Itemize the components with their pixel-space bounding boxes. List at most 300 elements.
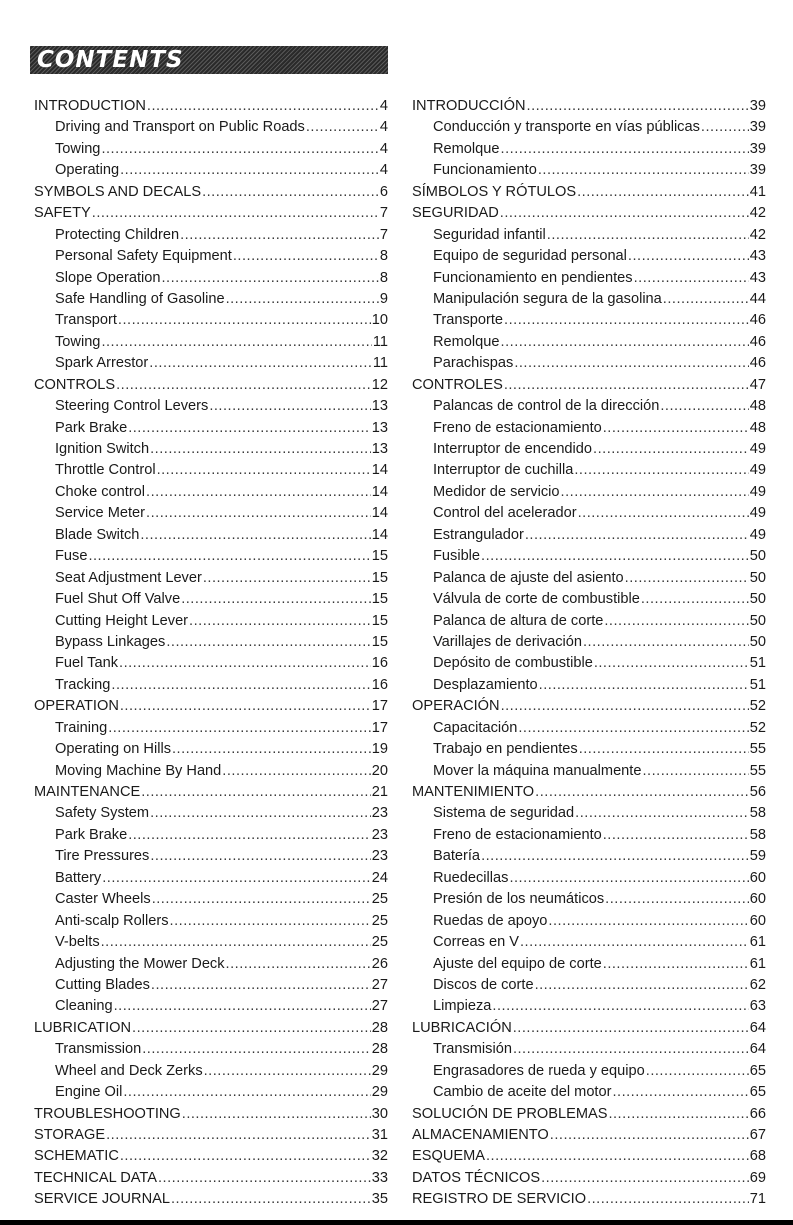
toc-subentry[interactable] (412, 975, 766, 996)
toc-entry-label: Transport (55, 312, 117, 329)
toc-entry-label: Limpieza (433, 998, 492, 1015)
toc-page-number: 48 (749, 398, 766, 415)
toc-subentry[interactable] (34, 911, 388, 932)
toc-page-number: 26 (371, 955, 388, 972)
toc-entry-label: Interruptor de encendido (433, 441, 593, 457)
toc-entry-label: Tire Pressures (55, 848, 150, 865)
toc-entry-label: Transporte (433, 312, 504, 329)
dot-leader (660, 396, 748, 417)
toc-subentry[interactable] (412, 954, 766, 975)
toc-subentry[interactable] (34, 1061, 388, 1082)
dot-leader (578, 503, 749, 524)
dot-leader (481, 546, 749, 567)
toc-section-entry[interactable] (412, 375, 766, 396)
toc-page-number: 28 (371, 1041, 388, 1058)
dot-leader (92, 203, 379, 224)
toc-subentry[interactable] (34, 353, 388, 374)
dot-leader (123, 1082, 370, 1103)
toc-page-number: 43 (749, 248, 766, 265)
toc-entry-label: OPERACIÓN (412, 698, 500, 715)
toc-page-number: 23 (371, 805, 388, 822)
toc-page-number: 4 (379, 162, 388, 179)
toc-section-entry[interactable] (34, 203, 388, 224)
toc-entry-label: Remolque (433, 333, 500, 350)
toc-page-number: 35 (371, 1191, 388, 1208)
dot-leader (538, 160, 749, 181)
toc-subentry[interactable] (412, 418, 766, 439)
toc-section-entry[interactable] (412, 1104, 766, 1125)
toc-page-number: 13 (371, 398, 388, 415)
dot-leader (535, 975, 749, 996)
toc-subentry[interactable] (412, 868, 766, 889)
toc-subentry[interactable] (412, 718, 766, 739)
toc-entry-label: Freno de estacionamiento (433, 419, 602, 436)
toc-page-number: 46 (749, 333, 766, 350)
dot-leader (603, 418, 749, 439)
toc-subentry[interactable] (412, 1082, 766, 1103)
toc-subentry[interactable] (34, 546, 388, 567)
toc-subentry[interactable] (412, 846, 766, 867)
dot-leader (593, 439, 749, 460)
toc-section-entry[interactable] (34, 1018, 388, 1039)
toc-subentry[interactable] (412, 803, 766, 824)
toc-page-number: 24 (371, 869, 388, 886)
toc-page-number: 17 (371, 719, 388, 736)
toc-page-number: 39 (749, 162, 766, 179)
toc-page-number: 48 (749, 419, 766, 436)
toc-entry-label: ALMACENAMIENTO (412, 1127, 549, 1143)
dot-leader (520, 932, 749, 953)
toc-subentry[interactable] (34, 418, 388, 439)
dot-leader (233, 246, 379, 267)
toc-subentry[interactable] (34, 632, 388, 653)
toc-page-number: 8 (379, 248, 388, 265)
dot-leader (157, 460, 371, 481)
toc-section-entry[interactable] (412, 1146, 766, 1167)
toc-subentry[interactable] (34, 954, 388, 975)
dot-leader (603, 825, 749, 846)
toc-section-entry[interactable] (412, 696, 766, 717)
toc-subentry[interactable] (412, 825, 766, 846)
toc-page-number: 60 (749, 912, 766, 929)
dot-leader (120, 696, 371, 717)
dot-leader (141, 782, 371, 803)
toc-subentry[interactable] (412, 268, 766, 289)
toc-entry-label: Medidor de servicio (433, 483, 560, 500)
toc-page-number: 31 (371, 1127, 388, 1143)
dot-leader (612, 1082, 748, 1103)
contents-banner (30, 46, 388, 74)
toc-subentry[interactable] (34, 396, 388, 417)
toc-entry-label: Safety System (55, 805, 150, 822)
dot-leader (701, 117, 749, 138)
toc-subentry[interactable] (412, 310, 766, 331)
dot-leader (170, 911, 371, 932)
dot-leader (119, 653, 371, 674)
dot-leader (88, 546, 370, 567)
toc-entry-label: Transmission (55, 1041, 142, 1058)
toc-page-number: 50 (749, 612, 766, 629)
toc-subentry[interactable] (34, 268, 388, 289)
toc-entry-label: Towing (55, 333, 101, 350)
toc-subentry[interactable] (412, 996, 766, 1017)
toc-page-number: 6 (379, 183, 388, 200)
toc-page-number: 60 (749, 869, 766, 886)
toc-entry-label: Operating (55, 162, 120, 179)
toc-page-number: 46 (749, 355, 766, 372)
toc-page-number: 49 (749, 441, 766, 457)
toc-subentry[interactable] (412, 117, 766, 138)
toc-section-entry[interactable] (412, 96, 766, 117)
toc-entry-label: LUBRICATION (34, 1019, 132, 1036)
dot-leader (625, 568, 749, 589)
toc-subentry[interactable] (412, 503, 766, 524)
toc-entry-label: Spark Arrestor (55, 355, 149, 372)
dot-leader (147, 96, 379, 117)
toc-subentry[interactable] (34, 482, 388, 503)
toc-section-entry[interactable] (412, 1125, 766, 1146)
toc-subentry[interactable] (412, 889, 766, 910)
toc-entry-label: TECHNICAL DATA (34, 1169, 157, 1186)
dot-leader (550, 1125, 749, 1146)
toc-page-number: 63 (749, 998, 766, 1015)
toc-page-number: 50 (749, 548, 766, 565)
toc-subentry[interactable] (34, 225, 388, 246)
toc-entry-label: Interruptor de cuchilla (433, 462, 574, 479)
dot-leader (128, 825, 371, 846)
dot-leader (513, 1018, 749, 1039)
toc-subentry[interactable] (34, 439, 388, 460)
toc-entry-label: SYMBOLS AND DECALS (34, 183, 202, 200)
toc-page-number: 58 (749, 826, 766, 843)
toc-subentry[interactable] (412, 546, 766, 567)
toc-entry-label: SEGURIDAD (412, 205, 499, 222)
toc-subentry[interactable] (34, 525, 388, 546)
toc-subentry[interactable] (34, 653, 388, 674)
toc-entry-label: Discos de corte (433, 976, 534, 993)
dot-leader (594, 653, 749, 674)
toc-page-number: 60 (749, 891, 766, 908)
toc-section-entry[interactable] (34, 182, 388, 203)
toc-page-number: 50 (749, 569, 766, 586)
dot-leader (547, 225, 749, 246)
toc-page-number: 11 (372, 355, 388, 372)
toc-subentry[interactable] (34, 975, 388, 996)
dot-leader (172, 739, 371, 760)
toc-subentry[interactable] (412, 653, 766, 674)
toc-subentry[interactable] (412, 1039, 766, 1060)
toc-page-number: 32 (371, 1148, 388, 1165)
toc-page-number: 62 (749, 976, 766, 993)
toc-page-number: 65 (749, 1062, 766, 1079)
toc-entry-label: Battery (55, 869, 102, 886)
toc-page-number: 55 (749, 741, 766, 758)
toc-subentry[interactable] (34, 568, 388, 589)
dot-leader (152, 889, 371, 910)
dot-leader (108, 718, 371, 739)
toc-subentry[interactable] (412, 739, 766, 760)
dot-leader (641, 589, 749, 610)
toc-section-entry[interactable] (34, 1146, 388, 1167)
toc-subentry[interactable] (34, 310, 388, 331)
dot-leader (518, 718, 748, 739)
toc-entry-label: Depósito de combustible (433, 655, 593, 672)
toc-entry-label: SÍMBOLOS Y RÓTULOS (412, 183, 577, 200)
dot-leader (180, 225, 379, 246)
toc-page-number: 4 (379, 140, 388, 157)
toc-entry-label: MAINTENANCE (34, 784, 141, 800)
toc-subentry[interactable] (34, 932, 388, 953)
toc-section-entry[interactable] (34, 375, 388, 396)
dot-leader (222, 761, 370, 782)
toc-subentry[interactable] (34, 589, 388, 610)
toc-subentry[interactable] (34, 1082, 388, 1103)
toc-page-number: 10 (371, 312, 388, 329)
dot-leader (486, 1146, 749, 1167)
toc-subentry[interactable] (412, 332, 766, 353)
toc-entry-label: Varillajes de derivación (433, 633, 582, 650)
dot-leader (151, 975, 371, 996)
dot-leader (102, 868, 371, 889)
toc-subentry[interactable] (34, 996, 388, 1017)
toc-subentry[interactable] (34, 675, 388, 696)
toc-page-number: 25 (371, 891, 388, 908)
toc-entry-label: LUBRICACIÓN (412, 1019, 512, 1036)
toc-subentry[interactable] (34, 117, 388, 138)
toc-entry-label: Estrangulador (433, 526, 524, 543)
toc-section-entry[interactable] (34, 1104, 388, 1125)
toc-subentry[interactable] (34, 160, 388, 181)
dot-leader (527, 96, 749, 117)
dot-leader (539, 675, 749, 696)
toc-page-number: 33 (371, 1169, 388, 1186)
dot-leader (149, 353, 372, 374)
toc-page-number: 15 (371, 569, 388, 586)
dot-leader (209, 396, 370, 417)
toc-page-number: 51 (749, 655, 766, 672)
toc-entry-label: Conducción y transporte en vías públicas (433, 119, 700, 136)
toc-entry-label: Operating on Hills (55, 741, 171, 758)
toc-entry-label: Sistema de seguridad (433, 805, 575, 822)
toc-page-number: 42 (749, 205, 766, 222)
toc-subentry[interactable] (412, 396, 766, 417)
dot-leader (182, 1104, 371, 1125)
toc-entry-label: OPERATION (34, 698, 119, 715)
toc-entry-label: DATOS TÉCNICOS (412, 1169, 541, 1186)
toc-entry-label: Cleaning (55, 998, 113, 1015)
toc-entry-label: Trabajo en pendientes (433, 741, 578, 758)
dot-leader (166, 632, 370, 653)
toc-page-number: 15 (371, 591, 388, 608)
toc-entry-label: Towing (55, 140, 101, 157)
toc-page-number: 42 (749, 226, 766, 243)
toc-page-number: 49 (749, 505, 766, 522)
toc-subentry[interactable] (412, 225, 766, 246)
dot-leader (541, 1168, 749, 1189)
dot-leader (106, 1125, 371, 1146)
dot-leader (181, 589, 371, 610)
toc-entry-label: MANTENIMIENTO (412, 784, 535, 800)
toc-section-entry[interactable] (412, 782, 766, 803)
toc-subentry[interactable] (412, 139, 766, 160)
toc-page-number: 39 (749, 98, 766, 114)
toc-entry-label: Mover la máquina manualmente (433, 762, 642, 779)
toc-subentry[interactable] (34, 889, 388, 910)
toc-entry-label: STORAGE (34, 1127, 106, 1143)
toc-page-number: 59 (749, 848, 766, 865)
toc-page-number: 16 (371, 676, 388, 693)
toc-entry-label: Parachispas (433, 355, 514, 372)
dot-leader (132, 1018, 371, 1039)
toc-section-entry[interactable] (34, 1125, 388, 1146)
toc-subentry[interactable] (34, 718, 388, 739)
toc-subentry[interactable] (34, 1039, 388, 1060)
dot-leader (306, 117, 379, 138)
toc-entry-label: Fuel Tank (55, 655, 119, 672)
toc-section-entry[interactable] (34, 782, 388, 803)
toc-entry-label: Ajuste del equipo de corte (433, 955, 602, 972)
toc-section-entry[interactable] (412, 203, 766, 224)
toc-page-number: 15 (371, 633, 388, 650)
toc-page-number: 11 (372, 333, 388, 350)
toc-entry-label: Engrasadores de rueda y equipo (433, 1062, 645, 1079)
toc-page-number: 15 (371, 612, 388, 629)
toc-subentry[interactable] (34, 825, 388, 846)
toc-entry-label: Service Meter (55, 505, 146, 522)
toc-page-number: 49 (749, 526, 766, 543)
toc-subentry[interactable] (34, 739, 388, 760)
toc-page-number: 12 (371, 376, 388, 393)
toc-entry-label: Batería (433, 848, 481, 865)
toc-entry-label: Wheel and Deck Zerks (55, 1062, 203, 1079)
toc-entry-label: Palanca de altura de corte (433, 612, 604, 629)
toc-entry-label: Anti-scalp Rollers (55, 912, 169, 929)
toc-subentry[interactable] (412, 675, 766, 696)
toc-subentry[interactable] (34, 868, 388, 889)
toc-page-number: 23 (371, 826, 388, 843)
toc-page-number: 27 (371, 976, 388, 993)
toc-subentry[interactable] (412, 932, 766, 953)
toc-section-entry[interactable] (34, 1168, 388, 1189)
toc-section-entry[interactable] (34, 96, 388, 117)
toc-page-number: 14 (371, 526, 388, 543)
toc-subentry[interactable] (412, 589, 766, 610)
toc-subentry[interactable] (412, 160, 766, 181)
toc-subentry[interactable] (34, 289, 388, 310)
toc-section-entry[interactable] (34, 1189, 388, 1210)
dot-leader (525, 525, 749, 546)
toc-entry-label: Fuel Shut Off Valve (55, 591, 181, 608)
toc-subentry[interactable] (412, 568, 766, 589)
toc-entry-label: Bypass Linkages (55, 633, 166, 650)
toc-subentry[interactable] (412, 611, 766, 632)
toc-page-number: 15 (371, 548, 388, 565)
toc-page-number: 51 (749, 676, 766, 693)
toc-page-number: 21 (371, 784, 388, 800)
toc-page-number: 47 (749, 376, 766, 393)
toc-section-entry[interactable] (34, 696, 388, 717)
toc-subentry[interactable] (412, 525, 766, 546)
toc-subentry[interactable] (34, 139, 388, 160)
toc-entry-label: ESQUEMA (412, 1148, 485, 1165)
toc-entry-label: Palancas de control de la dirección (433, 398, 660, 415)
toc-page-number: 39 (749, 140, 766, 157)
toc-entry-label: SOLUCIÓN DE PROBLEMAS (412, 1105, 608, 1122)
dot-leader (608, 1104, 748, 1125)
toc-page-number: 52 (749, 719, 766, 736)
toc-entry-label: Seat Adjustment Lever (55, 569, 202, 586)
toc-subentry[interactable] (412, 460, 766, 481)
toc-subentry[interactable] (412, 439, 766, 460)
toc-entry-label: Ignition Switch (55, 441, 150, 457)
toc-subentry[interactable] (412, 246, 766, 267)
dot-leader (128, 418, 371, 439)
toc-entry-label: Caster Wheels (55, 891, 151, 908)
dot-leader (120, 1146, 371, 1167)
toc-subentry[interactable] (34, 761, 388, 782)
dot-leader (504, 375, 749, 396)
toc-section-entry[interactable] (412, 1168, 766, 1189)
toc-entry-label: Safe Handling of Gasoline (55, 290, 225, 307)
toc-page-number: 61 (749, 934, 766, 951)
toc-section-entry[interactable] (412, 1189, 766, 1210)
toc-entry-label: INTRODUCCIÓN (412, 98, 526, 114)
toc-subentry[interactable] (412, 353, 766, 374)
toc-section-entry[interactable] (412, 182, 766, 203)
toc-entry-label: Válvula de corte de combustible (433, 591, 640, 608)
toc-subentry[interactable] (412, 761, 766, 782)
toc-subentry[interactable] (412, 1061, 766, 1082)
toc-subentry[interactable] (34, 332, 388, 353)
toc-page-number: 64 (749, 1041, 766, 1058)
toc-entry-label: Seguridad infantil (433, 226, 546, 243)
toc-subentry[interactable] (412, 911, 766, 932)
dot-leader (120, 160, 379, 181)
dot-leader (504, 310, 749, 331)
dot-leader (111, 675, 370, 696)
dot-leader (646, 1061, 749, 1082)
toc-subentry[interactable] (34, 246, 388, 267)
toc-entry-label: Throttle Control (55, 462, 156, 479)
toc-page-number: 14 (371, 505, 388, 522)
toc-page-number: 66 (749, 1105, 766, 1122)
toc-entry-label: Desplazamiento (433, 676, 538, 693)
toc-subentry[interactable] (34, 846, 388, 867)
english-toc-column (34, 96, 388, 1211)
dot-leader (583, 632, 749, 653)
toc-entry-label: Park Brake (55, 826, 128, 843)
toc-subentry[interactable] (34, 803, 388, 824)
toc-page-number: 71 (749, 1191, 766, 1208)
toc-subentry[interactable] (34, 503, 388, 524)
toc-page-number: 44 (749, 290, 766, 307)
toc-page-number: 56 (749, 784, 766, 800)
dot-leader (604, 611, 748, 632)
dot-leader (116, 375, 371, 396)
toc-subentry[interactable] (34, 611, 388, 632)
toc-section-entry[interactable] (412, 1018, 766, 1039)
toc-subentry[interactable] (412, 289, 766, 310)
toc-page-number: 65 (749, 1084, 766, 1101)
dot-leader (577, 182, 749, 203)
toc-subentry[interactable] (34, 460, 388, 481)
dot-leader (574, 460, 748, 481)
toc-subentry[interactable] (412, 632, 766, 653)
toc-page-number: 23 (371, 848, 388, 865)
toc-entry-label: Control del acelerador (433, 505, 577, 522)
toc-subentry[interactable] (412, 482, 766, 503)
toc-entry-label: Driving and Transport on Public Roads (55, 119, 305, 136)
